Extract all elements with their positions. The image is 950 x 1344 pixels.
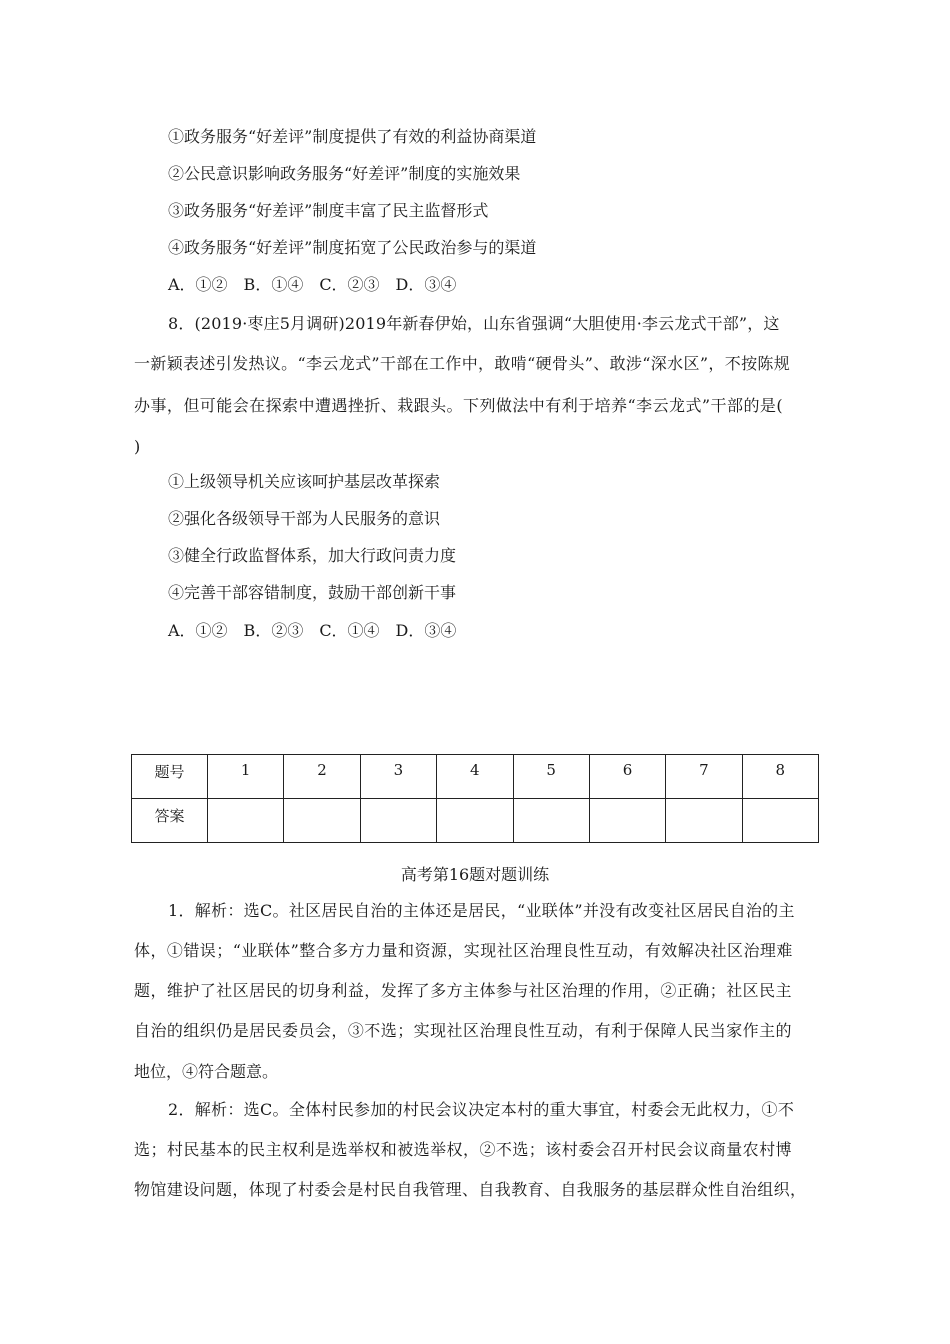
q8-option-2: ②强化各级领导干部为人民服务的意识: [168, 509, 441, 528]
q7-option-1: ①政务服务“好差评”制度提供了有效的利益协商渠道: [168, 127, 537, 146]
q8-stem-line-1: 8．(2019·枣庄5月调研)2019年新春伊始，山东省强调“大胆使用·李云龙式干部”，这: [168, 314, 780, 333]
solution-1-line-3: 题，维护了社区居民的切身利益，发挥了多方主体参与社区治理的作用，②正确；社区民主: [134, 981, 793, 1000]
table-cell: 5: [513, 755, 589, 799]
solution-2-line-2: 选；村民基本的民主权利是选举权和被选举权，②不选；该村委会召开村民会议商量农村博: [134, 1140, 793, 1159]
q8-option-1: ①上级领导机关应该呵护基层改革探索: [168, 472, 441, 491]
solution-1-line-5: 地位，④符合题意。: [134, 1062, 279, 1081]
table-cell: 3: [360, 755, 436, 799]
solution-1-line-4: 自治的组织仍是居民委员会，③不选；实现社区治理良性互动，有利于保障人民当家作主的: [134, 1021, 793, 1040]
section-title: 高考第16题对题训练: [400, 865, 550, 884]
table-row: [132, 799, 819, 843]
answer-table: [131, 754, 819, 843]
q8-option-4: ④完善干部容错制度，鼓励干部创新干事: [168, 583, 457, 602]
solution-1-line-2: 体，①错误；“业联体”整合多方力量和资源，实现社区治理良性互动，有效解决社区治理难: [134, 941, 793, 960]
q7-option-2: ②公民意识影响政务服务“好差评”制度的实施效果: [168, 164, 521, 183]
solution-2-line-3: 物馆建设问题，体现了村委会是村民自我管理、自我教育、自我服务的基层群众性自治组织，: [134, 1180, 807, 1199]
table-cell-label: 题号: [132, 755, 208, 799]
answer-cell[interactable]: [284, 799, 360, 843]
answer-cell[interactable]: [437, 799, 513, 843]
table-cell: 1: [208, 755, 284, 799]
table-cell: 6: [589, 755, 665, 799]
q8-stem-line-3: 办事，但可能会在探索中遭遇挫折、栽跟头。下列做法中有利于培养“李云龙式”干部的是(: [134, 396, 784, 415]
solution-1-line-1: 1．解析：选C。社区居民自治的主体还是居民，“业联体”并没有改变社区居民自治的主: [168, 901, 795, 920]
solution-2-line-1: 2．解析：选C。全体村民参加的村民会议决定本村的重大事宜，村委会无此权力，①不: [168, 1100, 795, 1119]
q8-stem-line-4: ): [134, 437, 141, 456]
answer-cell[interactable]: [742, 799, 818, 843]
table-row: [132, 755, 819, 799]
q7-choices: A．①② B．①④ C．②③ D．③④: [168, 275, 457, 294]
table-cell: 8: [742, 755, 818, 799]
q8-stem-line-2: 一新颖表述引发热议。“李云龙式”干部在工作中，敢啃“硬骨头”、敢涉“深水区”，不按陈规: [134, 354, 791, 373]
table-cell: 4: [437, 755, 513, 799]
table-cell: 7: [666, 755, 742, 799]
answer-cell[interactable]: [666, 799, 742, 843]
q7-option-3: ③政务服务“好差评”制度丰富了民主监督形式: [168, 201, 489, 220]
q8-option-3: ③健全行政监督体系，加大行政问责力度: [168, 546, 457, 565]
answer-cell[interactable]: [513, 799, 589, 843]
answer-cell[interactable]: [589, 799, 665, 843]
q7-option-4: ④政务服务“好差评”制度拓宽了公民政治参与的渠道: [168, 238, 537, 257]
table-cell: 2: [284, 755, 360, 799]
answer-cell[interactable]: [208, 799, 284, 843]
answer-cell[interactable]: [360, 799, 436, 843]
table-cell-label: 答案: [132, 799, 208, 843]
q8-choices: A．①② B．②③ C．①④ D．③④: [168, 621, 457, 640]
